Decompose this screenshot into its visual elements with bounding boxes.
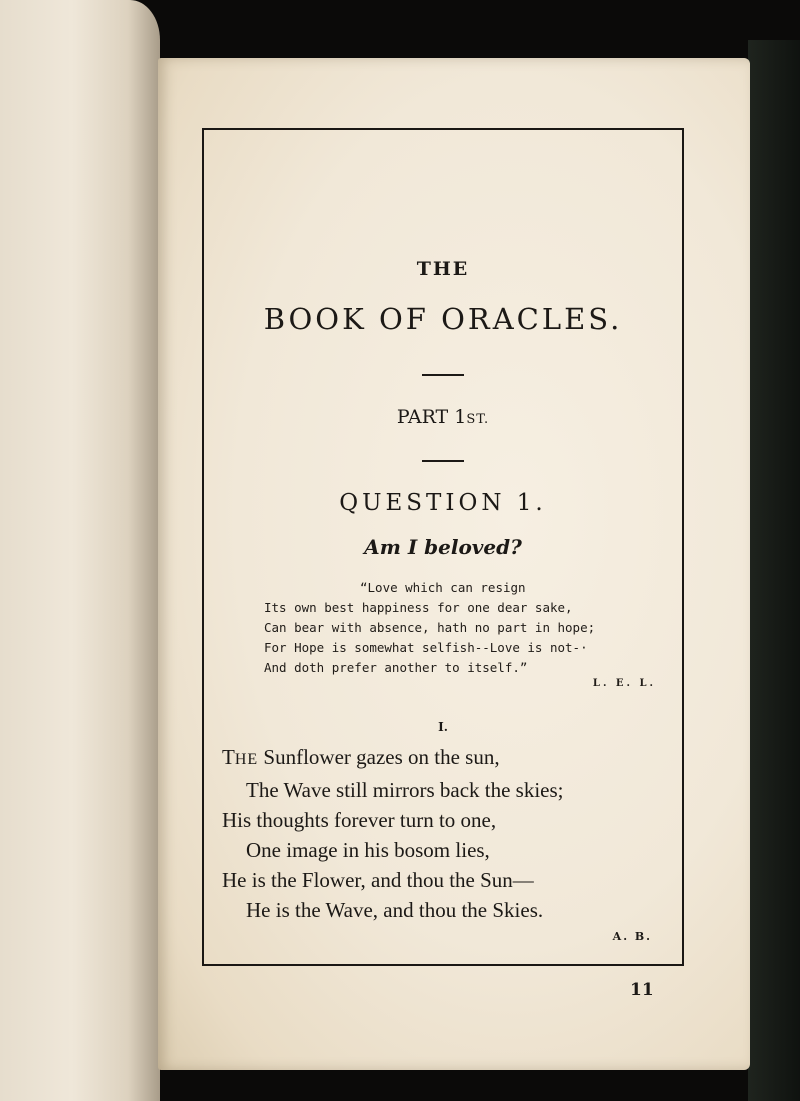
epigraph-attribution: L. E. L. — [592, 678, 656, 689]
drop-cap: T — [222, 745, 235, 769]
title-article: THE — [416, 258, 470, 280]
page-frame — [202, 128, 684, 966]
question-text: Am I beloved? — [364, 535, 522, 559]
book-spine — [748, 40, 800, 1101]
epigraph-line: For Hope is somewhat selfish--Love is not-· — [264, 640, 588, 655]
poem-line — [222, 742, 672, 775]
poem-line: His thoughts forever turn to one, — [222, 808, 497, 832]
stanza-number: I. — [438, 720, 448, 734]
poem-line: The Wave still mirrors back the skies; — [246, 778, 564, 802]
epigraph — [264, 578, 644, 678]
page-number: 11 — [630, 980, 654, 1000]
poem-line: He is the Wave, and thou the Skies. — [246, 898, 544, 922]
part-suffix: ST. — [466, 412, 490, 427]
question-heading: QUESTION 1. — [339, 490, 547, 516]
poem-attribution: A. B. — [612, 930, 652, 943]
epigraph-line: And doth prefer another to itself.” — [264, 660, 528, 675]
small-caps: HE — [234, 751, 259, 768]
title-rule — [422, 374, 464, 376]
part-main: PART 1 — [396, 406, 467, 428]
poem-line-rest: Sunflower gazes on the sun, — [258, 745, 500, 769]
epigraph-line: Can bear with absence, hath no part in hope; — [264, 620, 596, 635]
left-page — [0, 0, 160, 1101]
poem-line: He is the Flower, and thou the Sun— — [222, 868, 534, 892]
epigraph-line: “Love which can resign — [360, 580, 526, 595]
poem — [222, 742, 672, 925]
epigraph-line: Its own best happiness for one dear sake, — [264, 600, 573, 615]
book-title: BOOK OF ORACLES. — [263, 302, 623, 336]
part-heading — [204, 406, 682, 428]
poem-line: One image in his bosom lies, — [246, 838, 490, 862]
part-rule — [422, 460, 464, 462]
